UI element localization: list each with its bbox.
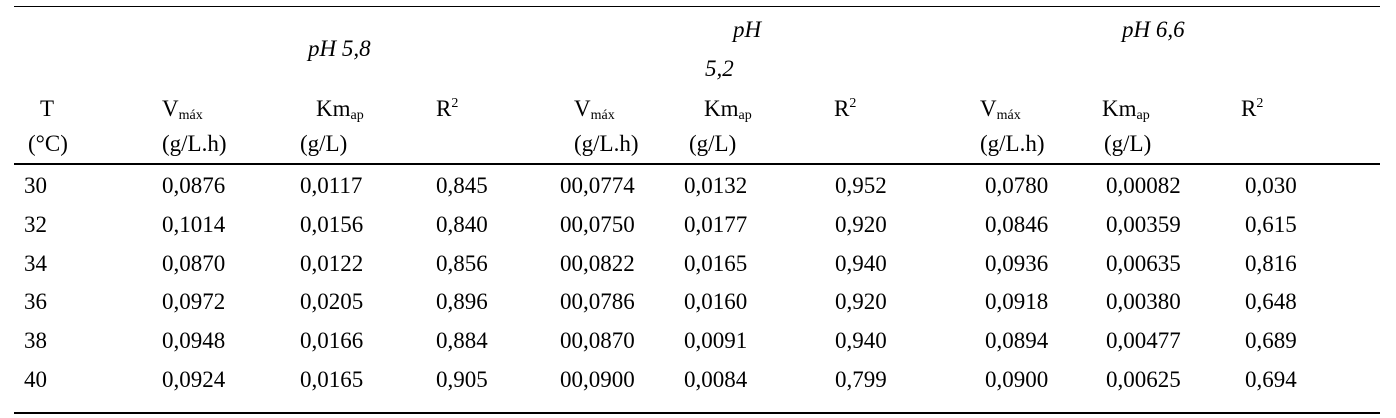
- table-cell: 0,0122: [300, 251, 364, 276]
- table-cell: 0,940: [835, 251, 887, 276]
- table-cell: 40: [24, 367, 47, 392]
- table-cell: 0,648: [1245, 289, 1297, 314]
- col-header-vmax-unit: (g/L.h): [980, 131, 1045, 156]
- table-cell: 0,0166: [300, 328, 364, 353]
- col-header-vmax-unit: (g/L.h): [574, 131, 639, 156]
- group-label-ph52-line1: pH: [733, 17, 762, 42]
- group-label-ph52-line2: 5,2: [705, 56, 734, 81]
- table-cell: 0,952: [835, 173, 887, 198]
- col-header-km: $Km_{ap}$: [316, 96, 364, 123]
- table-cell: 32: [24, 212, 47, 237]
- table-cell: 34: [24, 251, 47, 276]
- table-cell: 0,0876: [162, 173, 226, 198]
- col-header-vmax-unit: (g/L.h): [162, 131, 227, 156]
- table-cell: 0,694: [1245, 367, 1297, 392]
- table-cell: 0,00380: [1106, 289, 1181, 314]
- table-cell: 0,845: [436, 173, 488, 198]
- table-cell: 0,1014: [162, 212, 226, 237]
- table-cell: 0,0900: [985, 367, 1049, 392]
- table-cell: 0,0132: [684, 173, 748, 198]
- group-label-ph58: pH 5,8: [308, 36, 371, 61]
- header-rule: [14, 163, 1380, 165]
- table-cell: 0,0936: [985, 251, 1049, 276]
- table-cell: 0,0205: [300, 289, 364, 314]
- col-header-r2: $R^2$: [834, 96, 857, 121]
- col-header-r2: $R^2$: [1241, 96, 1264, 121]
- table-cell: 0,0117: [300, 173, 363, 198]
- table-cell: 00,0750: [560, 212, 635, 237]
- group-label-ph66: pH 6,6: [1122, 17, 1185, 42]
- table-cell: 0,00359: [1106, 212, 1181, 237]
- table-cell: 30: [24, 173, 47, 198]
- table-cell: 0,840: [436, 212, 488, 237]
- table-cell: 0,689: [1245, 328, 1297, 353]
- bottom-rule: [14, 412, 1380, 414]
- table-cell: 0,0918: [985, 289, 1049, 314]
- table-cell: 0,030: [1245, 173, 1297, 198]
- table-cell: 0,884: [436, 328, 488, 353]
- table-cell: 0,0972: [162, 289, 226, 314]
- table-cell: 00,0870: [560, 328, 635, 353]
- table-cell: 00,0822: [560, 251, 635, 276]
- table-cell: 00,0774: [560, 173, 635, 198]
- table-cell: 0,0156: [300, 212, 364, 237]
- table-cell: 0,0846: [985, 212, 1049, 237]
- col-header-km-unit: (g/L): [689, 131, 737, 156]
- table-cell: 0,0894: [985, 328, 1049, 353]
- top-rule: [14, 6, 1380, 7]
- table-cell: 0,0084: [684, 367, 748, 392]
- col-header-r2: $R^2$: [436, 96, 459, 121]
- col-header-km-unit: (g/L): [300, 131, 348, 156]
- table-cell: 0,856: [436, 251, 488, 276]
- table-cell: 0,940: [835, 328, 887, 353]
- table-cell: 0,0870: [162, 251, 226, 276]
- table-cell: 0,799: [835, 367, 887, 392]
- table-cell: 0,0165: [300, 367, 364, 392]
- table-cell: 00,0786: [560, 289, 635, 314]
- col-header-vmax: $V_{máx}$: [162, 96, 203, 123]
- table-cell: 0,920: [835, 212, 887, 237]
- col-header-vmax: $V_{máx}$: [980, 96, 1021, 123]
- col-header-vmax: $V_{máx}$: [574, 96, 615, 123]
- table-cell: 0,920: [835, 289, 887, 314]
- col-header-km: $Km_{ap}$: [704, 96, 752, 123]
- table-cell: 0,905: [436, 367, 488, 392]
- table-cell: 0,00635: [1106, 251, 1181, 276]
- table-cell: 0,896: [436, 289, 488, 314]
- table-cell: 36: [24, 289, 47, 314]
- col-header-t: T: [40, 96, 55, 121]
- table-cell: 0,0177: [684, 212, 748, 237]
- table-cell: 38: [24, 328, 47, 353]
- col-header-km-unit: (g/L): [1104, 131, 1152, 156]
- table-cell: 0,00625: [1106, 367, 1181, 392]
- table-cell: 0,816: [1245, 251, 1297, 276]
- table-cell: 0,0091: [684, 328, 748, 353]
- table-cell: 0,00477: [1106, 328, 1181, 353]
- col-header-t-unit: (°C): [28, 131, 68, 156]
- table-cell: 0,0165: [684, 251, 748, 276]
- table-cell: 0,615: [1245, 212, 1297, 237]
- table-cell: 0,0160: [684, 289, 748, 314]
- table-cell: 0,0924: [162, 367, 226, 392]
- col-header-km: $Km_{ap}$: [1102, 96, 1150, 123]
- table-cell: 0,0948: [162, 328, 226, 353]
- table-cell: 0,00082: [1106, 173, 1181, 198]
- table-cell: 0,0780: [985, 173, 1049, 198]
- table-cell: 00,0900: [560, 367, 635, 392]
